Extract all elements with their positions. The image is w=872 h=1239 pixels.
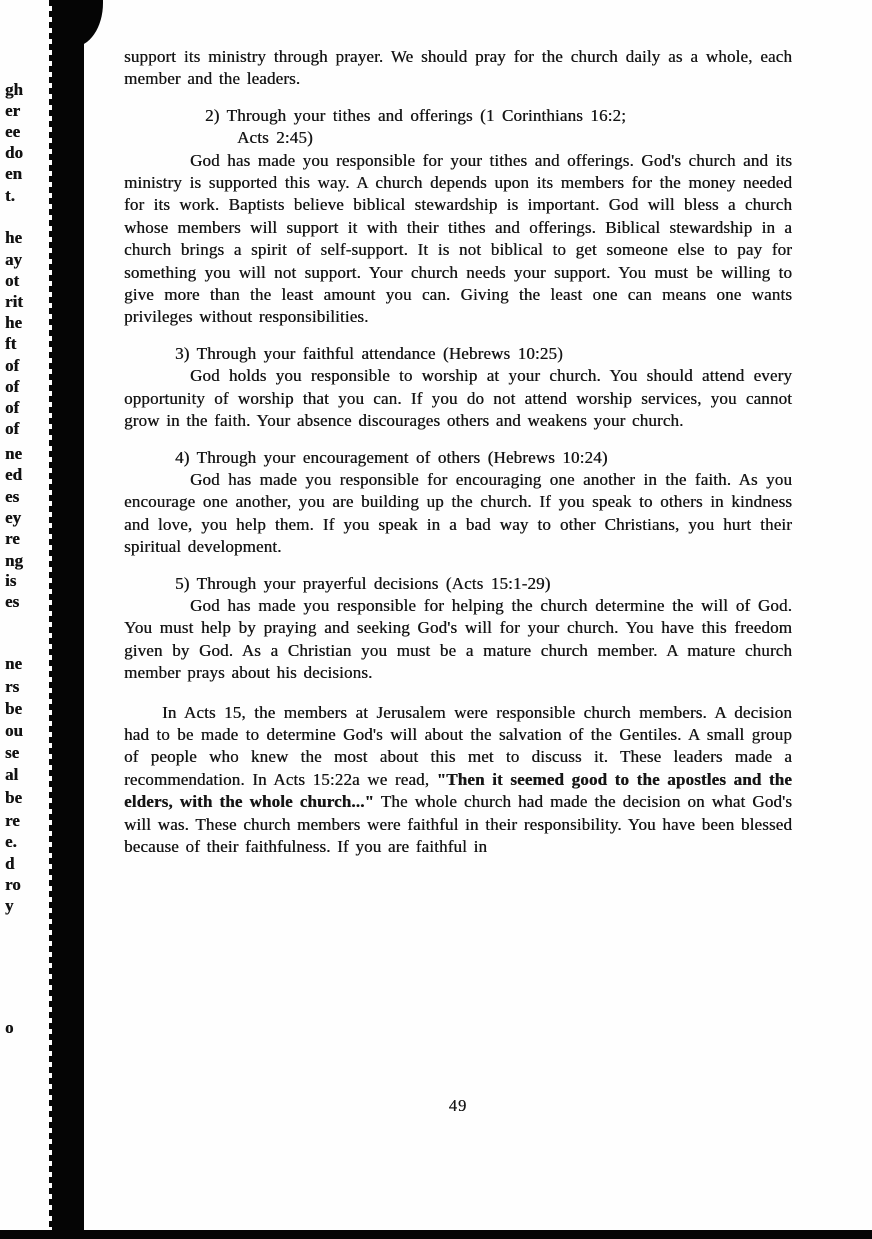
section-heading: [124, 105, 792, 150]
edge-fragment: ro: [5, 875, 21, 894]
edge-fragment: ne: [5, 654, 22, 673]
edge-fragment: y: [5, 896, 14, 915]
body-paragraph: [124, 702, 792, 859]
edge-fragment: ed: [5, 465, 22, 484]
edge-fragment: es: [5, 487, 20, 506]
edge-fragment: of: [5, 377, 20, 396]
edge-fragment: gh: [5, 80, 23, 99]
edge-fragment: e.: [5, 832, 17, 851]
scan-bottom-edge: [0, 1230, 872, 1239]
section-heading-line: 3) Through your faithful attendance (Hebrews 10:25): [175, 343, 563, 363]
edge-fragment: of: [5, 419, 20, 438]
body-paragraph: God has made you responsible for your tithes and offerings. God's church and its ministry is supported this way. A church depends upon its members for the money needed for its work. Baptists believe biblical stewardship is important. God will bless a church whose members will support it with their tithes and offerings. Biblical stewardship in a church brings a spirit of self-support. It is not biblical to get someone else to pay for something you will not support. Your church needs your support. You must be willing to give more than the least amount you can. Giving the least one can means one wants privileges without responsibilities.: [124, 150, 792, 327]
edge-fragment: o: [5, 1018, 14, 1037]
edge-fragment: rit: [5, 292, 23, 311]
section-heading: [124, 573, 792, 595]
section-heading-line: 5) Through your prayerful decisions (Acts 15:1-29): [175, 573, 551, 593]
edge-fragment: er: [5, 101, 21, 120]
body-paragraph: God has made you responsible for encouraging one another in the faith. As you encourage one another, you are building up the church. If you speak to others in kindness and love, you help them. If you speak in a bad way to other Christians, you hurt their spiritual development.: [124, 469, 792, 557]
edge-fragment: ne: [5, 444, 22, 463]
scripture-quote-bold: "Then it seemed good to the apostles and the elders, with the whole church...": [124, 769, 792, 812]
edge-fragment: al: [5, 765, 19, 784]
edge-fragment: he: [5, 313, 22, 332]
edge-fragment: ng: [5, 551, 23, 570]
edge-fragment: he: [5, 228, 22, 247]
edge-fragment: d: [5, 854, 15, 873]
edge-fragment: rs: [5, 677, 20, 696]
edge-fragment: t.: [5, 186, 15, 205]
facing-page-edge-fragments: [0, 0, 46, 1239]
body-paragraph: God holds you responsible to worship at your church. You should attend every opportunity of worship that you can. If you do not attend worship services, you cannot grow in the faith. Your absence discourages others and weakens your church.: [124, 366, 792, 431]
page-number: 49: [448, 1096, 468, 1115]
page-body: [124, 46, 792, 858]
section-heading: [124, 447, 792, 469]
edge-fragment: is: [5, 571, 17, 590]
edge-fragment: be: [5, 699, 22, 718]
edge-fragment: re: [5, 529, 20, 548]
edge-fragment: ay: [5, 250, 22, 269]
edge-fragment: re: [5, 811, 20, 830]
edge-fragment: se: [5, 743, 20, 762]
body-paragraph: God has made you responsible for helping the church determine the will of God. You must help by praying and seeking God's will for your church. You have this freedom given by God. As a Christian you must be a mature church member. A mature church member prays about his decisions.: [124, 595, 792, 683]
edge-fragment: ey: [5, 508, 22, 527]
section-heading-line: 2) Through your tithes and offerings (1 Corinthians 16:2;: [205, 105, 626, 125]
body-paragraph: support its ministry through prayer. We should pray for the church daily as a whole, each member and the leaders.: [124, 47, 792, 89]
edge-fragment: be: [5, 788, 22, 807]
edge-fragment: do: [5, 143, 23, 162]
edge-fragment: ot: [5, 271, 20, 290]
edge-fragment: ou: [5, 721, 23, 740]
section-heading: [124, 343, 792, 365]
paragraph-text: In Acts 15, the members at Jerusalem were responsible church members. A decision had to be made to determine God's will about the salvation of the Gentiles. A small group of people who knew the most about this met to discuss it. These leaders made a recommendation. In Acts 15:22a we read,: [124, 702, 792, 789]
binding-gutter-shadow: [52, 0, 84, 1230]
edge-fragment: of: [5, 398, 20, 417]
edge-fragment: ft: [5, 334, 17, 353]
edge-fragment: ee: [5, 122, 21, 141]
section-heading-line: Acts 2:45): [237, 128, 313, 148]
edge-fragment: of: [5, 356, 20, 375]
edge-fragment: en: [5, 164, 22, 183]
paragraph-text: The whole church had made the decision on what God's will was. These church members were faithful in their responsibility. You have been blessed because of their faithfulness. If you are faithful in: [124, 792, 792, 856]
section-heading-line: 4) Through your encouragement of others (Hebrews 10:24): [175, 447, 608, 467]
edge-fragment: es: [5, 592, 20, 611]
